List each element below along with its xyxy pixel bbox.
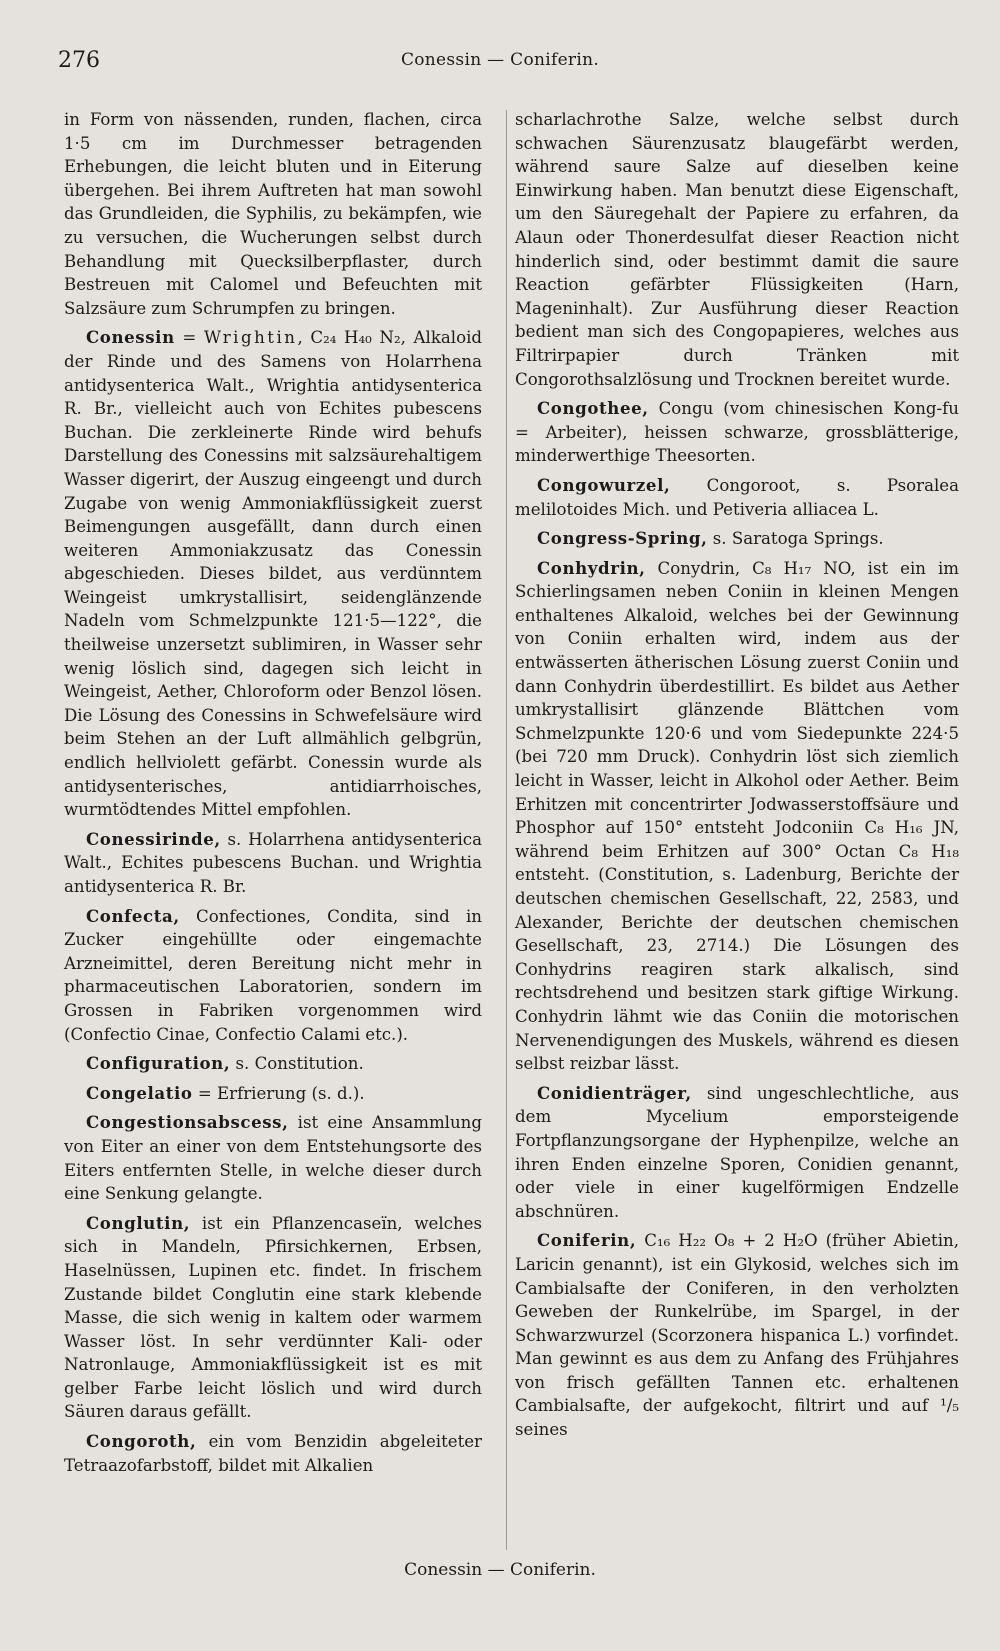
paragraph-continuation: scharlachrothe Salze, welche selbst durch schwachen Säurenzusatz blaugefärbt werden, während saure Salze auf dieselben keine Einwirkung haben. Man benutzt diese Eigenschaft, um den Säuregehalt der Papiere zu erfahren, da Alaun oder Thonerdesulfat dieser Reaction nicht hinderlich sind, oder bestimmt damit die saure Reaction gefärbter Flüssigkeiten (Harn, Mageninhalt). Zur Ausführung dieser Reaction bedient man sich des Congopapieres, welches aus Filtrirpapier durch Tränken mit Congorothsalzlösung und Trocknen bereitet wurde. <box>515 110 959 389</box>
entry-configuration <box>64 1052 482 1076</box>
entry-congothee <box>515 397 959 468</box>
headword: Conglutin, <box>86 1212 191 1233</box>
headword: Conessirinde, <box>86 828 221 849</box>
headword: Congress-Spring, <box>537 528 708 549</box>
headword: Conhydrin, <box>537 557 646 578</box>
entry-confecta <box>64 905 482 1047</box>
headword: Conidienträger, <box>537 1082 692 1103</box>
spaced-name: Wrightin <box>203 328 298 348</box>
headword: Configuration, <box>86 1053 231 1074</box>
right-column <box>515 108 959 1448</box>
formula: , C₂₄ H₄₀ N₂, <box>297 328 406 348</box>
headword: Conessin <box>86 327 175 348</box>
entry-congowurzel <box>515 474 959 521</box>
entry-conglutin <box>64 1212 482 1424</box>
headword: Congelatio <box>86 1082 193 1103</box>
entry-body: Confectiones, Condita, sind in Zucker eingehüllte oder eingemachte Arzneimittel, deren Bereitung nicht mehr in pharmaceutischen Laboratorien, sondern im Grossen in Fabriken vorgenommen wird (Confectio Cinae, Confectio Calami etc.). <box>64 906 482 1044</box>
entry-body: = Erfrierung (s. d.). <box>192 1083 365 1103</box>
left-column <box>64 108 482 1483</box>
headword: Congestionsabscess, <box>86 1112 289 1133</box>
entry-body: Congoroot, s. Psoralea melilotoides Mich. und Petiveria alliacea L. <box>515 475 959 519</box>
headword: Coniferin, <box>537 1230 637 1251</box>
footer-label: Conessin — Coniferin. <box>404 1560 596 1580</box>
entry-body: Congu (vom chinesischen Kong-fu = Arbeiter), heissen schwarze, grossblätterige, minderwerthige Theesorten. <box>515 399 959 466</box>
entry-conessirinde <box>64 828 482 899</box>
entry-conessin: Conessin = Wrightin, C₂₄ H₄₀ N₂, Alkaloid der Rinde und des Samens von Holarrhena antidysenterica Walt., Wrightia antidysenterica R. Br., vielleicht auch von Echites pubescens Buchan. Die zerkleinerte Rinde wird behufs Darstellung des Conessins mit salzsäurehaltigem Wasser digerirt, der Auszug eingeengt und durch Zugabe von wenig Ammoniakflüssigkeit zuerst Beimengungen ausgefällt, dann durch einen weiteren Ammoniakzusatz das Conessin abgeschieden. Dieses bildet, aus verdünntem Weingeist umkrystallisirt, seidenglänzende Nadeln vom Schmelzpunkte 121·5—122°, die theilweise unzersetzt sublimiren, in Wasser sehr wenig löslich sind, dagegen sich leicht in Weingeist, Aether, Chloroform oder Benzol lösen. Die Lösung des Conessins in Schwefelsäure wird beim Stehen an der Luft allmählich gelbgrün, endlich hellviolett gefärbt. Conessin wurde als antidysenterisches, antidiarrhoisches, wurmtödtendes Mittel empfohlen. <box>64 327 482 820</box>
entry-body: s. Saratoga Springs. <box>707 529 884 549</box>
entry-body: sind ungeschlechtliche, aus dem Mycelium emporsteigende Fortpflanzungsorgane der Hyphenpilze, welche an ihren Enden einzelne Sporen, Conidien genannt, oder viele in einer kugelförmigen Endzelle abschnüren. <box>515 1083 959 1221</box>
headword: Congowurzel, <box>537 474 671 495</box>
entry-body: s. Holarrhena antidysenterica Walt., Echites pubescens Buchan. und Wrightia antidysenterica R. Br. <box>64 829 482 896</box>
entry-body: C₁₆ H₂₂ O₈ + 2 H₂O (früher Abietin, Laricin genannt), ist ein Glykosid, welches sich im Cambialsafte der Coniferen, in den verholzten Geweben der Runkelrübe, im Spargel, in der Schwarzwurzel (Scorzonera hispanica L.) vorfindet. Man gewinnt es aus dem zu Anfang des Frühjahres von frisch gefällten Tannen etc. erhaltenen Cambialsafte, der aufgekocht, filtrirt und auf ¹/₅ seines <box>515 1231 959 1440</box>
entry-congelatio <box>64 1082 482 1106</box>
entry-body: ist eine Ansammlung von Eiter an einer von dem Entstehungsorte des Eiters entfernten Stelle, in welche dieser durch eine Senkung gelangte. <box>64 1113 482 1204</box>
entry-conidientraeger <box>515 1082 959 1224</box>
entry-coniferin <box>515 1229 959 1441</box>
headword: Congoroth, <box>86 1431 197 1452</box>
entry-congoroth <box>64 1430 482 1477</box>
entry-congress-spring <box>515 527 959 551</box>
entry-body: ist ein Pflanzencaseïn, welches sich in Mandeln, Pfirsichkernen, Erbsen, Haselnüssen, Lupinen etc. findet. In frischem Zustande bildet Conglutin eine stark klebende Masse, die sich wenig in kaltem oder warmem Wasser löst. In sehr verdünnter Kali- oder Natronlauge, Ammoniakflüssigkeit ist es mit gelber Farbe leicht löslich und wird durch Säuren daraus gefällt. <box>64 1213 482 1422</box>
entry-body: Alkaloid der Rinde und des Samens von Holarrhena antidysenterica Walt., Wrightia antidysenterica R. Br., vielleicht auch von Echites pubescens Buchan. Die zerkleinerte Rinde wird behufs Darstellung des Conessins mit salzsäurehaltigem Wasser digerirt, der Auszug eingeengt und durch Zugabe von wenig Ammoniakflüssigkeit zuerst Beimengungen ausgefällt, dann durch einen weiteren Ammoniakzusatz das Conessin abgeschieden. Dieses bildet, aus verdünntem Weingeist umkrystallisirt, seidenglänzende Nadeln vom Schmelzpunkte 121·5—122°, die theilweise unzersetzt sublimiren, in Wasser sehr wenig löslich sind, dagegen sich leicht in Weingeist, Aether, Chloroform oder Benzol lösen. Die Lösung des Conessins in Schwefelsäure wird beim Stehen an der Luft allmählich gelbgrün, endlich hellviolett gefärbt. Conessin wurde als antidysenterisches, antidiarrhoisches, wurmtödtendes Mittel empfohlen. <box>64 328 482 820</box>
entry-body: s. Constitution. <box>230 1054 364 1074</box>
entry-body: ein vom Benzidin abgeleiteter Tetraazofarbstoff, bildet mit Alkalien <box>64 1432 482 1475</box>
headword: Confecta, <box>86 905 180 926</box>
headword: Congothee, <box>537 398 649 419</box>
entry-conhydrin <box>515 557 959 1076</box>
entry-congestionsabscess <box>64 1111 482 1205</box>
page-number: 276 <box>58 48 100 73</box>
column-divider <box>506 110 507 1550</box>
entry-body: Conydrin, C₈ H₁₇ NO, ist ein im Schierlingsamen neben Coniin in kleinen Mengen enthaltenes Alkaloid, welches bei der Gewinnung von Coniin erhalten wird, indem aus der entwässerten ätherischen Lösung zuerst Coniin und dann Conhydrin überdestillirt. Es bildet aus Aether umkrystallisirt glänzende Blättchen vom Schmelzpunkte 120·6 und vom Siedepunkte 224·5 (bei 720 mm Druck). Conhydrin löst sich ziemlich leicht in Wasser, leicht in Alkohol oder Aether. Beim Erhitzen mit concentrirter Jodwasserstoffsäure und Phosphor auf 150° entsteht Jodconiin C₈ H₁₆ JN, während beim Erhitzen auf 300° Octan C₈ H₁₈ entsteht. (Constitution, s. Ladenburg, Berichte der deutschen chemischen Gesellschaft, 22, 2583, und Alexander, Berichte der deutschen chemischen Gesellschaft, 23, 2714.) Die Lösungen des Conhydrins reagiren stark alkalisch, sind rechtsdrehend und besitzen stark giftige Wirkung. Conhydrin lähmt wie das Coniin die motorischen Nervenendigungen des Muskels, während es diesen selbst reizbar lässt. <box>515 558 959 1074</box>
running-head: Conessin — Coniferin. <box>400 50 600 70</box>
paragraph-continuation: in Form von nässenden, runden, flachen, circa 1·5 cm im Durchmesser betragenden Erhebungen, die leicht bluten und in Eiterung übergehen. Bei ihrem Auftreten hat man sowohl das Grundleiden, die Syphilis, zu bekämpfen, wie zu versuchen, die Wucherungen selbst durch Behandlung mit Quecksilberpflaster, durch Bestreuen mit Calomel und Befeuchten mit Salzsäure zum Schrumpfen zu bringen. <box>64 110 482 318</box>
